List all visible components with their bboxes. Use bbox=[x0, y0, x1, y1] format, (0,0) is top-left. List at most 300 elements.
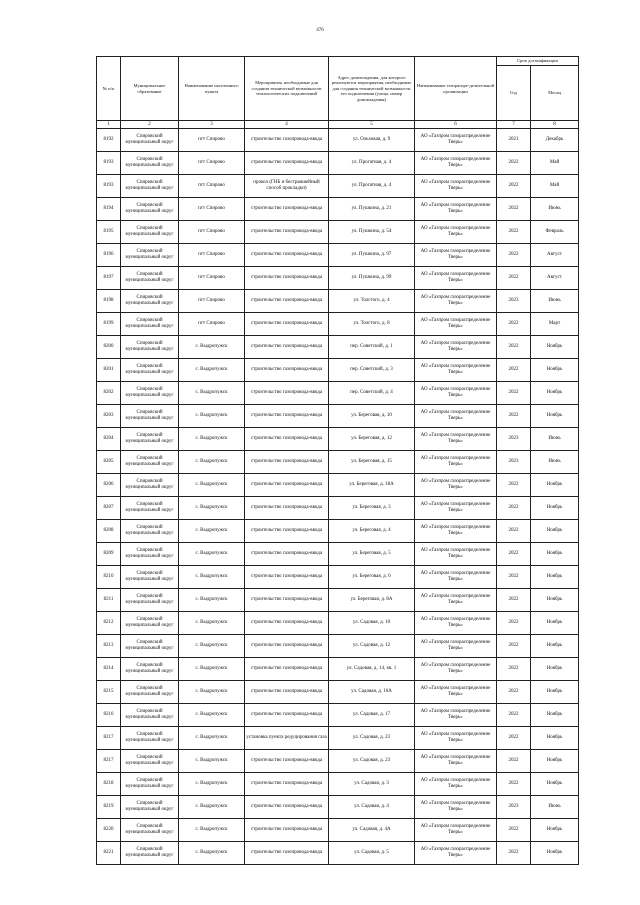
gasification-table bbox=[96, 56, 579, 865]
cell-address: ул. Береговая, д. 6 bbox=[329, 566, 415, 589]
cell-district: Спировский муниципальный округ bbox=[121, 543, 179, 566]
table-row bbox=[97, 773, 579, 796]
cell-address: ул. Садовая, д. 23 bbox=[329, 750, 415, 773]
cell-year: 2022 bbox=[497, 198, 531, 221]
cell-activity: строительство газопровода-ввода bbox=[245, 543, 329, 566]
cell-num: 8209 bbox=[97, 543, 121, 566]
cell-district: Спировский муниципальный округ bbox=[121, 589, 179, 612]
cell-activity: строительство газопровода-ввода bbox=[245, 612, 329, 635]
table-row bbox=[97, 658, 579, 681]
header-address: Адрес домовладения, для которого реализуются мероприятия, необходимые для создания технической возможности его подключения (улица, номер домовладения) bbox=[329, 57, 415, 121]
column-index: 2 bbox=[121, 121, 179, 129]
header-org: Наименование газораспре-делительной организации bbox=[415, 57, 497, 121]
cell-org: АО «Газпром газораспределение Тверь» bbox=[415, 750, 497, 773]
cell-org: АО «Газпром газораспределение Тверь» bbox=[415, 428, 497, 451]
cell-district: Спировский муниципальный округ bbox=[121, 819, 179, 842]
cell-address: ул. Береговая, д. 8А bbox=[329, 589, 415, 612]
column-index: 8 bbox=[531, 121, 579, 129]
cell-district: Спировский муниципальный округ bbox=[121, 267, 179, 290]
cell-org: АО «Газпром газораспределение Тверь» bbox=[415, 773, 497, 796]
table-row bbox=[97, 382, 579, 405]
cell-month: Ноябрь bbox=[531, 566, 579, 589]
table-row bbox=[97, 451, 579, 474]
cell-district: Спировский муниципальный округ bbox=[121, 658, 179, 681]
cell-org: АО «Газпром газораспределение Тверь» bbox=[415, 566, 497, 589]
cell-num: 8197 bbox=[97, 267, 121, 290]
cell-settlement: с. Выдропужск bbox=[179, 635, 245, 658]
cell-address: ул. Береговая, д. 4 bbox=[329, 520, 415, 543]
cell-num: 8196 bbox=[97, 244, 121, 267]
cell-year: 2022 bbox=[497, 589, 531, 612]
cell-month: Ноябрь bbox=[531, 382, 579, 405]
cell-settlement: с. Выдропужск bbox=[179, 704, 245, 727]
table-row bbox=[97, 727, 579, 750]
cell-settlement: с. Выдропужск bbox=[179, 359, 245, 382]
cell-activity: строительство газопровода-ввода bbox=[245, 244, 329, 267]
cell-month: Ноябрь bbox=[531, 727, 579, 750]
cell-activity: строительство газопровода-ввода bbox=[245, 382, 329, 405]
cell-district: Спировский муниципальный округ bbox=[121, 290, 179, 313]
cell-year: 2022 bbox=[497, 336, 531, 359]
cell-address: ул. Садовая, д. 3 bbox=[329, 773, 415, 796]
cell-address: ул. Садовая, д. 12 bbox=[329, 635, 415, 658]
cell-year: 2022 bbox=[497, 359, 531, 382]
table-row bbox=[97, 543, 579, 566]
cell-address: ул. Ольховая, д. 9 bbox=[329, 129, 415, 152]
cell-activity: строительство газопровода-ввода bbox=[245, 520, 329, 543]
cell-org: АО «Газпром газораспределение Тверь» bbox=[415, 819, 497, 842]
cell-address: ул. Береговая, д. 3 bbox=[329, 497, 415, 520]
cell-org: АО «Газпром газораспределение Тверь» bbox=[415, 405, 497, 428]
cell-org: АО «Газпром газораспределение Тверь» bbox=[415, 359, 497, 382]
cell-num: 8195 bbox=[97, 221, 121, 244]
table-row bbox=[97, 152, 579, 175]
cell-activity: прокол (ГНБ и бестраншейный способ прокладки) bbox=[245, 175, 329, 198]
cell-num: 8208 bbox=[97, 520, 121, 543]
cell-activity: строительство газопровода-ввода bbox=[245, 635, 329, 658]
cell-district: Спировский муниципальный округ bbox=[121, 244, 179, 267]
cell-activity: строительство газопровода-ввода bbox=[245, 474, 329, 497]
cell-year: 2023 bbox=[497, 451, 531, 474]
cell-num: 8212 bbox=[97, 612, 121, 635]
header-year: Год bbox=[497, 66, 531, 121]
table-row bbox=[97, 497, 579, 520]
cell-activity: строительство газопровода-ввода bbox=[245, 681, 329, 704]
cell-settlement: с. Выдропужск bbox=[179, 520, 245, 543]
cell-org: АО «Газпром газораспределение Тверь» bbox=[415, 267, 497, 290]
cell-district: Спировский муниципальный округ bbox=[121, 359, 179, 382]
cell-activity: строительство газопровода-ввода bbox=[245, 750, 329, 773]
cell-district: Спировский муниципальный округ bbox=[121, 474, 179, 497]
table-row bbox=[97, 842, 579, 865]
cell-year: 2022 bbox=[497, 704, 531, 727]
cell-district: Спировский муниципальный округ bbox=[121, 221, 179, 244]
column-index: 5 bbox=[329, 121, 415, 129]
cell-year: 2022 bbox=[497, 566, 531, 589]
cell-district: Спировский муниципальный округ bbox=[121, 704, 179, 727]
cell-address: ул. Садовая, д. 10 bbox=[329, 612, 415, 635]
cell-district: Спировский муниципальный округ bbox=[121, 313, 179, 336]
cell-district: Спировский муниципальный округ bbox=[121, 198, 179, 221]
cell-settlement: с. Выдропужск bbox=[179, 474, 245, 497]
table-row bbox=[97, 635, 579, 658]
table-row bbox=[97, 612, 579, 635]
cell-district: Спировский муниципальный округ bbox=[121, 727, 179, 750]
cell-address: ул. Береговая, д. 10 bbox=[329, 405, 415, 428]
table-row bbox=[97, 704, 579, 727]
cell-month: Июнь bbox=[531, 451, 579, 474]
cell-month: Июнь bbox=[531, 198, 579, 221]
table-row bbox=[97, 198, 579, 221]
cell-year: 2022 bbox=[497, 152, 531, 175]
cell-num: 8199 bbox=[97, 313, 121, 336]
cell-org: АО «Газпром газораспределение Тверь» bbox=[415, 175, 497, 198]
cell-num: 8207 bbox=[97, 497, 121, 520]
cell-settlement: с. Выдропужск bbox=[179, 819, 245, 842]
cell-settlement: пгт Спирово bbox=[179, 152, 245, 175]
cell-num: 8217 bbox=[97, 727, 121, 750]
table-row bbox=[97, 129, 579, 152]
cell-org: АО «Газпром газораспределение Тверь» bbox=[415, 727, 497, 750]
cell-address: ул. Садовая, д. 16А bbox=[329, 681, 415, 704]
cell-month: Июнь bbox=[531, 796, 579, 819]
cell-activity: строительство газопровода-ввода bbox=[245, 359, 329, 382]
cell-district: Спировский муниципальный округ bbox=[121, 681, 179, 704]
cell-address: ул. Пушкина, д. 99 bbox=[329, 267, 415, 290]
cell-district: Спировский муниципальный округ bbox=[121, 497, 179, 520]
cell-month: Ноябрь bbox=[531, 543, 579, 566]
cell-org: АО «Газпром газораспределение Тверь» bbox=[415, 474, 497, 497]
table-row bbox=[97, 474, 579, 497]
cell-year: 2023 bbox=[497, 428, 531, 451]
cell-district: Спировский муниципальный округ bbox=[121, 336, 179, 359]
cell-org: АО «Газпром газораспределение Тверь» bbox=[415, 336, 497, 359]
cell-month: Май bbox=[531, 152, 579, 175]
cell-month: Май bbox=[531, 175, 579, 198]
cell-num: 8217 bbox=[97, 750, 121, 773]
cell-settlement: пгт Спирово bbox=[179, 129, 245, 152]
cell-district: Спировский муниципальный округ bbox=[121, 612, 179, 635]
cell-address: ул. Садовая, д. 5 bbox=[329, 842, 415, 865]
cell-year: 2022 bbox=[497, 267, 531, 290]
cell-year: 2021 bbox=[497, 129, 531, 152]
cell-year: 2022 bbox=[497, 313, 531, 336]
cell-activity: строительство газопровода-ввода bbox=[245, 313, 329, 336]
cell-district: Спировский муниципальный округ bbox=[121, 520, 179, 543]
cell-year: 2022 bbox=[497, 681, 531, 704]
cell-org: АО «Газпром газораспределение Тверь» bbox=[415, 635, 497, 658]
cell-settlement: с. Выдропужск bbox=[179, 428, 245, 451]
table-row bbox=[97, 221, 579, 244]
cell-address: ул. Садовая, д. 4А bbox=[329, 819, 415, 842]
cell-address: ул. Толстого, д. 8 bbox=[329, 313, 415, 336]
cell-org: АО «Газпром газораспределение Тверь» bbox=[415, 681, 497, 704]
cell-month: Ноябрь bbox=[531, 474, 579, 497]
cell-year: 2022 bbox=[497, 405, 531, 428]
cell-settlement: с. Выдропужск bbox=[179, 727, 245, 750]
cell-activity: строительство газопровода-ввода bbox=[245, 497, 329, 520]
cell-num: 8192 bbox=[97, 129, 121, 152]
cell-district: Спировский муниципальный округ bbox=[121, 405, 179, 428]
table-row bbox=[97, 796, 579, 819]
cell-settlement: пгт Спирово bbox=[179, 244, 245, 267]
cell-org: АО «Газпром газораспределение Тверь» bbox=[415, 589, 497, 612]
table-row bbox=[97, 405, 579, 428]
header-month: Месяц bbox=[531, 66, 579, 121]
cell-address: пер. Советский, д. 4 bbox=[329, 382, 415, 405]
cell-month: Август bbox=[531, 244, 579, 267]
cell-month: Ноябрь bbox=[531, 359, 579, 382]
cell-district: Спировский муниципальный округ bbox=[121, 842, 179, 865]
cell-year: 2022 bbox=[497, 842, 531, 865]
cell-settlement: пгт Спирово bbox=[179, 313, 245, 336]
cell-month: Ноябрь bbox=[531, 635, 579, 658]
cell-year: 2022 bbox=[497, 244, 531, 267]
cell-org: АО «Газпром газораспределение Тверь» bbox=[415, 612, 497, 635]
cell-org: АО «Газпром газораспределение Тверь» bbox=[415, 244, 497, 267]
cell-org: АО «Газпром газораспределение Тверь» bbox=[415, 451, 497, 474]
cell-activity: строительство газопровода-ввода bbox=[245, 267, 329, 290]
cell-settlement: с. Выдропужск bbox=[179, 773, 245, 796]
table-row bbox=[97, 336, 579, 359]
cell-month: Декабрь bbox=[531, 129, 579, 152]
cell-year: 2023 bbox=[497, 290, 531, 313]
cell-activity: строительство газопровода-ввода bbox=[245, 198, 329, 221]
column-index: 3 bbox=[179, 121, 245, 129]
cell-activity: строительство газопровода-ввода bbox=[245, 428, 329, 451]
cell-month: Ноябрь bbox=[531, 336, 579, 359]
cell-year: 2022 bbox=[497, 382, 531, 405]
cell-district: Спировский муниципальный округ bbox=[121, 451, 179, 474]
cell-org: АО «Газпром газораспределение Тверь» bbox=[415, 658, 497, 681]
column-index: 4 bbox=[245, 121, 329, 129]
cell-district: Спировский муниципальный округ bbox=[121, 796, 179, 819]
cell-settlement: с. Выдропужск bbox=[179, 681, 245, 704]
cell-month: Ноябрь bbox=[531, 405, 579, 428]
cell-address: ул. Прогатная, д. 4 bbox=[329, 152, 415, 175]
cell-address: ул. Береговая, д. 12 bbox=[329, 428, 415, 451]
cell-activity: строительство газопровода-ввода bbox=[245, 336, 329, 359]
cell-activity: строительство газопровода-ввода bbox=[245, 589, 329, 612]
cell-org: АО «Газпром газораспределение Тверь» bbox=[415, 129, 497, 152]
cell-month: Ноябрь bbox=[531, 658, 579, 681]
column-index: 1 bbox=[97, 121, 121, 129]
cell-settlement: с. Выдропужск bbox=[179, 336, 245, 359]
cell-org: АО «Газпром газораспределение Тверь» bbox=[415, 497, 497, 520]
table-row bbox=[97, 267, 579, 290]
cell-settlement: с. Выдропужск bbox=[179, 750, 245, 773]
cell-year: 2022 bbox=[497, 612, 531, 635]
cell-address: ул. Пушкина, д. 97 bbox=[329, 244, 415, 267]
cell-settlement: с. Выдропужск bbox=[179, 658, 245, 681]
table-row bbox=[97, 175, 579, 198]
cell-year: 2022 bbox=[497, 497, 531, 520]
cell-address: ул. Пушкина, д. 21 bbox=[329, 198, 415, 221]
cell-settlement: с. Выдропужск bbox=[179, 451, 245, 474]
cell-num: 8206 bbox=[97, 474, 121, 497]
table-row bbox=[97, 566, 579, 589]
cell-org: АО «Газпром газораспределение Тверь» bbox=[415, 520, 497, 543]
cell-address: ул. Садовая, д. 23 bbox=[329, 727, 415, 750]
cell-activity: строительство газопровода-ввода bbox=[245, 566, 329, 589]
cell-org: АО «Газпром газораспределение Тверь» bbox=[415, 796, 497, 819]
cell-year: 2022 bbox=[497, 635, 531, 658]
cell-district: Спировский муниципальный округ bbox=[121, 175, 179, 198]
cell-month: Август bbox=[531, 267, 579, 290]
cell-district: Спировский муниципальный округ bbox=[121, 750, 179, 773]
table-row bbox=[97, 589, 579, 612]
cell-activity: строительство газопровода-ввода bbox=[245, 405, 329, 428]
cell-activity: строительство газопровода-ввода bbox=[245, 451, 329, 474]
cell-month: Ноябрь bbox=[531, 842, 579, 865]
cell-settlement: пгт Спирово bbox=[179, 267, 245, 290]
cell-num: 8216 bbox=[97, 704, 121, 727]
cell-year: 2022 bbox=[497, 175, 531, 198]
cell-month: Июнь bbox=[531, 290, 579, 313]
cell-org: АО «Газпром газораспределение Тверь» bbox=[415, 543, 497, 566]
cell-activity: строительство газопровода-ввода bbox=[245, 819, 329, 842]
header-term: Срок догазификации bbox=[497, 57, 579, 66]
cell-settlement: с. Выдропужск bbox=[179, 497, 245, 520]
header-num: № п/п bbox=[97, 57, 121, 121]
cell-activity: установка пункта редуцирования газа bbox=[245, 727, 329, 750]
header-activity: Мероприятия, необходимые для создания технической возможности технологических подключений bbox=[245, 57, 329, 121]
cell-settlement: с. Выдропужск bbox=[179, 382, 245, 405]
cell-org: АО «Газпром газораспределение Тверь» bbox=[415, 198, 497, 221]
cell-num: 8198 bbox=[97, 290, 121, 313]
header-district: Муниципальное образование bbox=[121, 57, 179, 121]
column-index: 6 bbox=[415, 121, 497, 129]
cell-activity: строительство газопровода-ввода bbox=[245, 796, 329, 819]
cell-num: 8205 bbox=[97, 451, 121, 474]
cell-settlement: пгт Спирово bbox=[179, 198, 245, 221]
cell-num: 8201 bbox=[97, 359, 121, 382]
table-row bbox=[97, 681, 579, 704]
cell-org: АО «Газпром газораспределение Тверь» bbox=[415, 290, 497, 313]
cell-settlement: с. Выдропужск bbox=[179, 589, 245, 612]
cell-district: Спировский муниципальный округ bbox=[121, 635, 179, 658]
cell-num: 8218 bbox=[97, 773, 121, 796]
cell-settlement: с. Выдропужск bbox=[179, 842, 245, 865]
header-settlement: Наименование населенного пункта bbox=[179, 57, 245, 121]
cell-num: 8215 bbox=[97, 681, 121, 704]
cell-activity: строительство газопровода-ввода bbox=[245, 704, 329, 727]
cell-month: Ноябрь bbox=[531, 750, 579, 773]
cell-org: АО «Газпром газораспределение Тверь» bbox=[415, 842, 497, 865]
cell-year: 2022 bbox=[497, 221, 531, 244]
table-row bbox=[97, 428, 579, 451]
cell-month: Ноябрь bbox=[531, 612, 579, 635]
cell-address: ул. Пушкина, д. 54 bbox=[329, 221, 415, 244]
cell-address: ул. Береговая, д. 18А bbox=[329, 474, 415, 497]
cell-district: Спировский муниципальный округ bbox=[121, 382, 179, 405]
table-row bbox=[97, 290, 579, 313]
cell-num: 8194 bbox=[97, 198, 121, 221]
cell-activity: строительство газопровода-ввода bbox=[245, 773, 329, 796]
cell-settlement: с. Выдропужск bbox=[179, 543, 245, 566]
cell-activity: строительство газопровода-ввода bbox=[245, 152, 329, 175]
table-row bbox=[97, 750, 579, 773]
cell-activity: строительство газопровода-ввода bbox=[245, 129, 329, 152]
table-row bbox=[97, 359, 579, 382]
column-index: 7 bbox=[497, 121, 531, 129]
cell-settlement: пгт Спирово bbox=[179, 221, 245, 244]
cell-activity: строительство газопровода-ввода bbox=[245, 290, 329, 313]
cell-num: 8193 bbox=[97, 175, 121, 198]
cell-org: АО «Газпром газораспределение Тверь» bbox=[415, 221, 497, 244]
cell-settlement: с. Выдропужск bbox=[179, 796, 245, 819]
table-row bbox=[97, 244, 579, 267]
cell-num: 8220 bbox=[97, 819, 121, 842]
cell-num: 8200 bbox=[97, 336, 121, 359]
cell-num: 8221 bbox=[97, 842, 121, 865]
cell-month: Ноябрь bbox=[531, 497, 579, 520]
cell-year: 2022 bbox=[497, 819, 531, 842]
cell-month: Июнь bbox=[531, 428, 579, 451]
cell-activity: строительство газопровода-ввода bbox=[245, 658, 329, 681]
cell-org: АО «Газпром газораспределение Тверь» bbox=[415, 704, 497, 727]
table-row bbox=[97, 819, 579, 842]
cell-org: АО «Газпром газораспределение Тверь» bbox=[415, 313, 497, 336]
cell-address: ул. Садовая, д. 14, кв. 1 bbox=[329, 658, 415, 681]
cell-month: Март bbox=[531, 313, 579, 336]
cell-settlement: пгт Спирово bbox=[179, 290, 245, 313]
cell-year: 2022 bbox=[497, 543, 531, 566]
cell-year: 2022 bbox=[497, 520, 531, 543]
table-row bbox=[97, 313, 579, 336]
cell-district: Спировский муниципальный округ bbox=[121, 773, 179, 796]
cell-address: ул. Прогатная, д. 4 bbox=[329, 175, 415, 198]
cell-num: 8214 bbox=[97, 658, 121, 681]
cell-address: ул. Садовая, д. 4 bbox=[329, 796, 415, 819]
cell-address: пер. Советский, д. 3 bbox=[329, 359, 415, 382]
cell-district: Спировский муниципальный округ bbox=[121, 428, 179, 451]
cell-month: Ноябрь bbox=[531, 520, 579, 543]
cell-year: 2022 bbox=[497, 750, 531, 773]
cell-month: Ноябрь bbox=[531, 681, 579, 704]
column-index-row bbox=[97, 121, 579, 129]
cell-num: 8213 bbox=[97, 635, 121, 658]
cell-num: 8202 bbox=[97, 382, 121, 405]
cell-org: АО «Газпром газораспределение Тверь» bbox=[415, 152, 497, 175]
page-number: 476 bbox=[316, 28, 324, 33]
cell-activity: строительство газопровода-ввода bbox=[245, 842, 329, 865]
table-header bbox=[97, 57, 579, 129]
cell-num: 8193 bbox=[97, 152, 121, 175]
cell-num: 8211 bbox=[97, 589, 121, 612]
cell-activity: строительство газопровода-ввода bbox=[245, 221, 329, 244]
cell-num: 8210 bbox=[97, 566, 121, 589]
cell-year: 2022 bbox=[497, 773, 531, 796]
cell-settlement: пгт Спирово bbox=[179, 175, 245, 198]
cell-district: Спировский муниципальный округ bbox=[121, 152, 179, 175]
cell-month: Ноябрь bbox=[531, 704, 579, 727]
cell-year: 2022 bbox=[497, 727, 531, 750]
cell-year: 2022 bbox=[497, 474, 531, 497]
cell-address: ул. Толстого, д. 4 bbox=[329, 290, 415, 313]
cell-org: АО «Газпром газораспределение Тверь» bbox=[415, 382, 497, 405]
cell-num: 8203 bbox=[97, 405, 121, 428]
cell-month: Февраль bbox=[531, 221, 579, 244]
cell-settlement: с. Выдропужск bbox=[179, 566, 245, 589]
cell-settlement: с. Выдропужск bbox=[179, 612, 245, 635]
cell-address: пер. Советский, д. 1 bbox=[329, 336, 415, 359]
cell-district: Спировский муниципальный округ bbox=[121, 566, 179, 589]
cell-year: 2023 bbox=[497, 796, 531, 819]
table-body bbox=[97, 129, 579, 865]
cell-address: ул. Садовая, д. 17 bbox=[329, 704, 415, 727]
cell-district: Спировский муниципальный округ bbox=[121, 129, 179, 152]
